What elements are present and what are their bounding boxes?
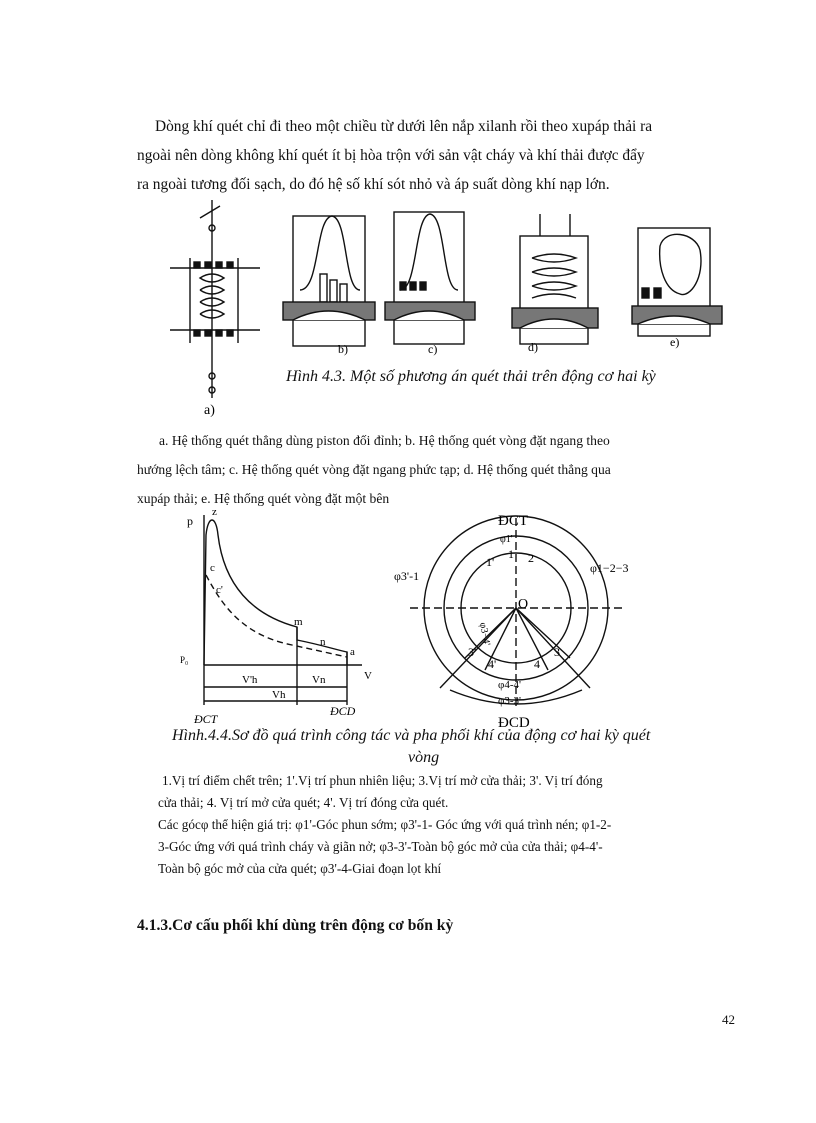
intro-line-3: ra ngoài tương đối sạch, do đó hệ số khí sót nhỏ và áp suất dòng khí nạp lớn. [137,176,610,193]
circle-label-phi123: φ1−2−3 [590,561,629,575]
fig43-label-b: b) [338,342,348,356]
pv-label-a: a [350,646,355,658]
pv-label-m: m [294,616,303,628]
pv-label-c-prime: c' [216,584,223,596]
figure-4-4-caption-line-1: Hình.4.4.Sơ đồ quá trình công tác và pha phối khí của động cơ hai kỳ quét [172,727,651,744]
pv-label-c: c [210,562,215,574]
pv-label-v: V [364,670,372,682]
fig43-legend-line-2: hướng lệch tâm; c. Hệ thống quét vòng đặt ngang phức tạp; d. Hệ thống quét thẳng qua [137,462,611,477]
circle-label-phi3p1: φ3'-1 [394,569,420,583]
intro-paragraph [137,112,743,199]
pv-label-z: z [212,506,217,518]
circle-label-phi34: φ3−4' [477,621,492,647]
circle-label-dcd: ĐCD [498,715,530,730]
figure-4-4-caption-line-2: vòng [408,749,440,766]
intro-line-1: Dòng khí quét chỉ đi theo một chiều từ dưới lên nắp xilanh rồi theo xupáp thải ra [155,118,653,135]
pv-label-n: n [320,636,326,648]
circle-label-3p: 3' [468,645,477,659]
circle-label-o: O [518,597,529,612]
pv-label-p: p [187,514,193,528]
pv-label-p0: P₀ [180,655,189,665]
circle-label-3: 3 [554,645,560,659]
pv-label-vh: Vh [272,689,286,701]
intro-line-2: ngoài nên dòng không khí quét ít bị hòa trộn với sản vật cháy và khí thải được đẩy [137,147,645,164]
pv-label-vh-prime: V'h [242,674,258,686]
fig43-legend-line-3: xupáp thải; e. Hệ thống quét vòng đặt một bên [137,491,390,506]
figure-4-4-timing-circle [390,508,650,730]
fig43-legend-line-1: a. Hệ thống quét thẳng dùng piston đối đỉnh; b. Hệ thống quét vòng đặt ngang theo [159,433,610,448]
fig44-legend-line-1: 1.Vị trí điểm chết trên; 1'.Vị trí phun nhiên liệu; 3.Vị trí mở cửa thải; 3'. Vị trí đóng [162,773,603,788]
fig43-label-d: d) [528,340,538,354]
circle-label-phi1: φ1' [500,534,513,545]
circle-label-1: 1 [508,547,514,561]
circle-label-1p: 1' [486,555,495,569]
circle-label-dct: ĐCT [498,513,528,529]
fig44-legend-line-3: Các gócφ thể hiện giá trị: φ1'-Góc phun sớm; φ3'-1- Góc ứng với quá trình nén; φ1-2- [158,817,612,832]
circle-label-2: 2 [528,551,534,565]
fig44-legend-line-2: cửa thải; 4. Vị trí mở cửa quét; 4'. Vị trí đóng cửa quét. [158,795,449,810]
fig44-legend-line-4: 3-Góc ứng với quá trình cháy và giãn nở; φ3-3'-Toàn bộ góc mở của cửa thải; φ4-4'- [158,839,603,854]
fig44-legend-line-5: Toàn bộ góc mở của cửa quét; φ3'-4-Giai đoạn lọt khí [158,861,442,876]
figure-4-4-pv-diagram [172,505,392,727]
figure-4-3-drawing [160,198,730,420]
section-heading: 4.1.3.Cơ cấu phối khí dùng trên động cơ bốn kỳ [137,917,454,934]
figure-4-3-legend [137,426,743,513]
pv-label-dcd: ĐCD [330,704,356,718]
fig43-label-e: e) [670,335,680,349]
pv-label-vn: Vn [312,674,326,686]
figure-4-3-caption: Hình 4.3. Một số phương án quét thải trên động cơ hai kỳ [286,368,656,385]
circle-label-phi33: φ3-3' [498,695,521,707]
fig43-label-c: c) [428,342,438,356]
circle-label-4: 4 [534,657,540,671]
circle-label-phi44: φ4-4' [498,679,521,691]
page-number: 42 [722,1012,735,1027]
fig43-label-a: a) [204,403,215,418]
circle-label-4p: 4' [488,657,497,671]
figure-4-4-legend [158,770,743,880]
pv-label-dct: ĐCT [194,712,218,726]
